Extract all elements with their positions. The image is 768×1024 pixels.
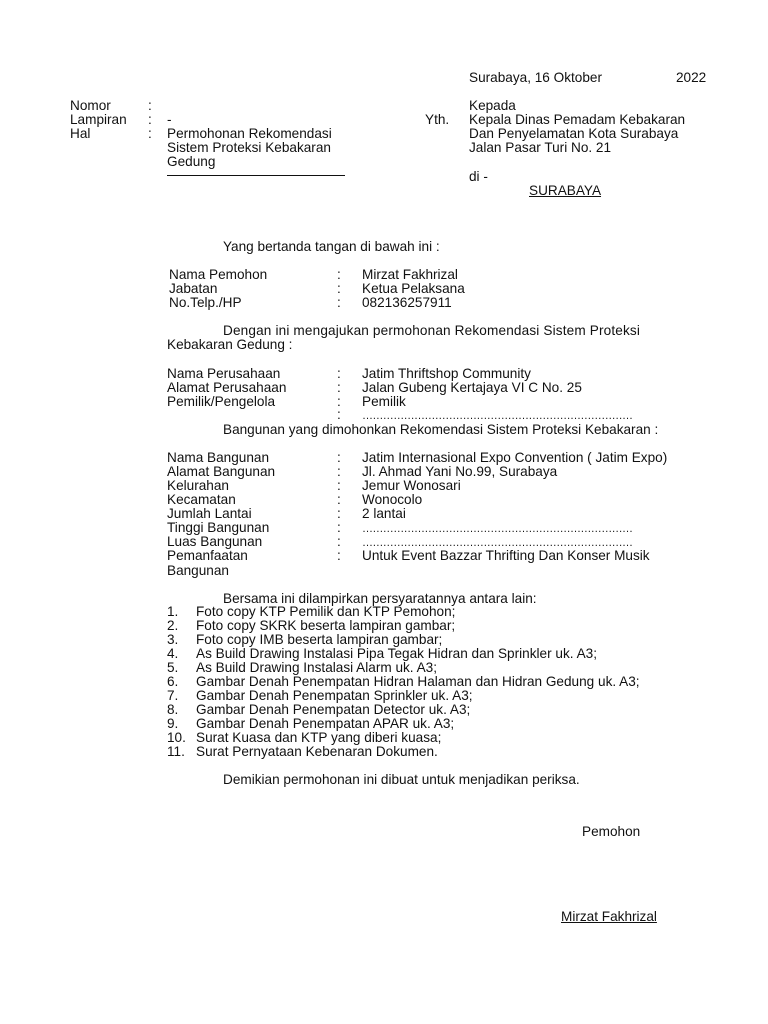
field-label: Nama Pemohon — [169, 267, 268, 282]
building-row-kecamatan — [0, 493, 768, 507]
field-colon: : — [337, 394, 341, 409]
list-text: Gambar Denah Penempatan Sprinkler uk. A3; — [196, 688, 473, 703]
building-row-usage — [0, 549, 768, 563]
request-line-2: Kebakaran Gedung : — [167, 337, 293, 352]
building-row-kelurahan — [0, 479, 768, 493]
building-row-address — [0, 465, 768, 479]
field-label: No.Telp./HP — [169, 295, 242, 310]
list-number: 6. — [167, 674, 179, 689]
list-number: 1. — [167, 604, 179, 619]
field-label: Kecamatan — [167, 492, 236, 507]
field-value: 082136257911 — [362, 295, 452, 310]
list-text: Foto copy SKRK beserta lampiran gambar; — [196, 618, 456, 633]
list-text: As Build Drawing Instalasi Alarm uk. A3; — [196, 660, 438, 675]
building-intro: Bangunan yang dimohonkan Rekomendasi Sistem Proteksi Kebakaran : — [223, 422, 659, 437]
list-number: 7. — [167, 688, 179, 703]
applicant-row-name — [0, 268, 768, 282]
field-value: Untuk Event Bazzar Thrifting Dan Konser Musik — [362, 548, 650, 563]
field-value: Pemilik — [362, 394, 406, 409]
field-label: Alamat Bangunan — [167, 464, 276, 479]
field-colon: : — [337, 478, 341, 493]
field-label: Nama Perusahaan — [167, 366, 281, 381]
field-colon: : — [337, 267, 341, 282]
field-colon: : — [337, 366, 341, 381]
list-number: 8. — [167, 702, 179, 717]
field-colon: : — [337, 548, 341, 563]
list-number: 2. — [167, 618, 179, 633]
field-colon: : — [337, 380, 341, 395]
hal-line-2: Sistem Proteksi Kebakaran — [167, 140, 331, 155]
place-date: Surabaya, 16 Oktober — [469, 70, 602, 85]
field-label: Tinggi Bangunan — [167, 520, 270, 535]
list-number: 9. — [167, 716, 179, 731]
signature-name: Mirzat Fakhrizal — [561, 909, 657, 924]
list-text: Gambar Denah Penempatan APAR uk. A3; — [196, 716, 455, 731]
year: 2022 — [676, 70, 707, 85]
field-value: 2 lantai — [362, 506, 406, 521]
list-text: Foto copy KTP Pemilik dan KTP Pemohon; — [196, 604, 456, 619]
yth-label: Yth. — [425, 112, 450, 127]
building-row-height — [0, 521, 768, 535]
list-number: 3. — [167, 632, 179, 647]
field-value-dots: …………………………………………………………………… — [362, 410, 633, 422]
field-value: Jl. Ahmad Yani No.99, Surabaya — [362, 464, 558, 479]
list-text: Gambar Denah Penempatan Hidran Halaman dan Hidran Gedung uk. A3; — [196, 674, 640, 689]
field-colon: : — [337, 464, 341, 479]
field-colon: : — [337, 506, 341, 521]
attach-intro: Bersama ini dilampirkan persyaratannya antara lain: — [223, 591, 537, 606]
signature-role: Pemohon — [582, 824, 641, 839]
lampiran-value: - — [167, 112, 172, 127]
building-row-area — [0, 535, 768, 549]
field-value: Jatim Internasional Expo Convention ( Jatim Expo) — [362, 450, 668, 465]
field-label: Pemanfaatan — [167, 548, 248, 563]
company-row-address — [0, 381, 768, 395]
usage-label-wrap: Bangunan — [167, 563, 229, 578]
list-number: 11. — [167, 744, 185, 759]
closing-text: Demikian permohonan ini dibuat untuk menjadikan periksa. — [223, 772, 580, 787]
lampiran-colon: : — [148, 112, 152, 127]
list-number: 4. — [167, 646, 179, 661]
field-value: Jemur Wonosari — [362, 478, 461, 493]
hal-underline — [167, 175, 345, 176]
list-text: Surat Kuasa dan KTP yang diberi kuasa; — [196, 730, 442, 745]
field-label: Pemilik/Pengelola — [167, 394, 276, 409]
applicant-row-phone — [0, 296, 768, 310]
di-label: di - — [469, 169, 488, 184]
request-line-1: Dengan ini mengajukan permohonan Rekomendasi Sistem Proteksi — [223, 323, 641, 338]
list-text: As Build Drawing Instalasi Pipa Tegak Hidran dan Sprinkler uk. A3; — [196, 646, 597, 661]
list-text: Surat Pernyataan Kebenaran Dokumen. — [196, 744, 438, 759]
company-row-blank — [0, 408, 768, 422]
field-label: Alamat Perusahaan — [167, 380, 287, 395]
company-row-name — [0, 367, 768, 381]
building-row-name — [0, 451, 768, 465]
company-row-owner — [0, 395, 768, 409]
list-text: Foto copy IMB beserta lampiran gambar; — [196, 632, 443, 647]
field-label: Jabatan — [169, 281, 218, 296]
field-value: Ketua Pelaksana — [362, 281, 465, 296]
field-label: Luas Bangunan — [167, 534, 263, 549]
field-colon: : — [337, 407, 341, 422]
field-colon: : — [337, 492, 341, 507]
hal-label: Hal — [70, 126, 91, 141]
field-value-dots: …………………………………………………………………… — [362, 523, 633, 535]
recipient-line-2: Dan Penyelamatan Kota Surabaya — [469, 126, 679, 141]
applicant-row-position — [0, 282, 768, 296]
field-value: Jalan Gubeng Kertajaya VI C No. 25 — [362, 380, 582, 395]
hal-line-1: Permohonan Rekomendasi — [167, 126, 332, 141]
list-number: 5. — [167, 660, 179, 675]
nomor-colon: : — [148, 98, 152, 113]
field-colon: : — [337, 520, 341, 535]
field-label: Nama Bangunan — [167, 450, 270, 465]
field-value: Mirzat Fakhrizal — [362, 267, 458, 282]
field-colon: : — [337, 450, 341, 465]
field-value: Jatim Thriftshop Community — [362, 366, 531, 381]
field-label: Jumlah Lantai — [167, 506, 252, 521]
recipient-city: SURABAYA — [529, 183, 602, 198]
list-number: 10. — [167, 730, 186, 745]
field-colon: : — [337, 534, 341, 549]
hal-line-3: Gedung — [167, 154, 216, 169]
kepada-label: Kepada — [469, 98, 516, 113]
field-value-dots: …………………………………………………………………… — [362, 537, 633, 549]
hal-colon: : — [148, 126, 152, 141]
nomor-label: Nomor — [70, 98, 111, 113]
list-text: Gambar Denah Penempatan Detector uk. A3; — [196, 702, 471, 717]
field-colon: : — [337, 295, 341, 310]
field-colon: : — [337, 281, 341, 296]
intro-text: Yang bertanda tangan di bawah ini : — [223, 239, 440, 254]
recipient-line-3: Jalan Pasar Turi No. 21 — [469, 140, 612, 155]
field-label: Kelurahan — [167, 478, 229, 493]
building-row-floors — [0, 507, 768, 521]
field-value: Wonocolo — [362, 492, 423, 507]
lampiran-label: Lampiran — [70, 112, 127, 127]
recipient-line-1: Kepala Dinas Pemadam Kebakaran — [469, 112, 686, 127]
